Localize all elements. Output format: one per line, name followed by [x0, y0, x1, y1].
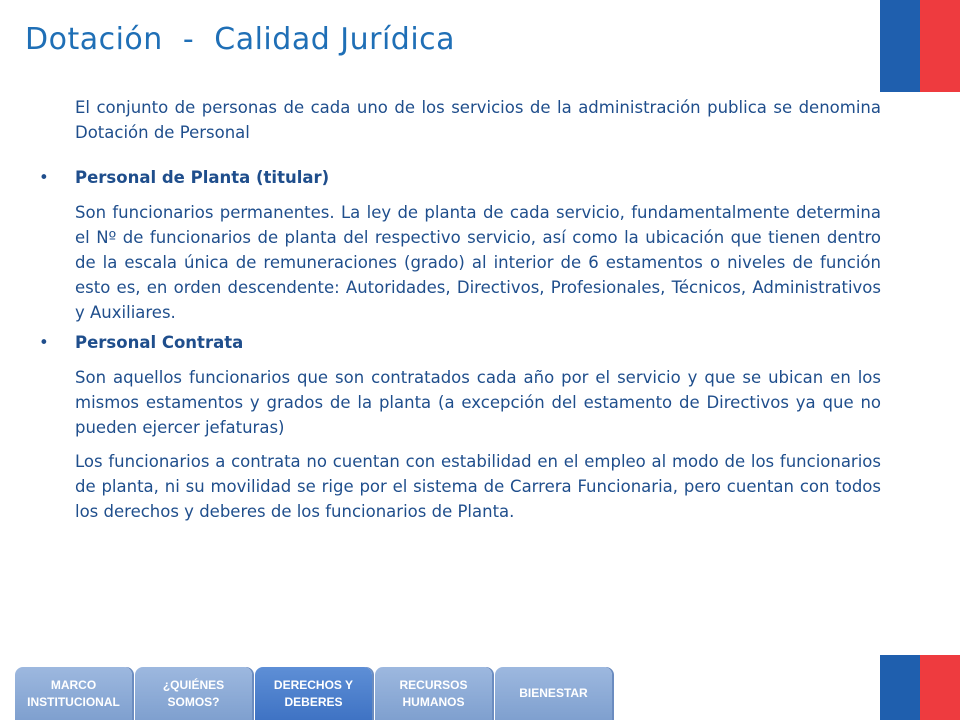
nav-tab-bienestar[interactable]: BIENESTAR: [495, 667, 612, 720]
flag-decoration-top: [880, 0, 960, 92]
flag-red-bar: [920, 655, 960, 720]
section-heading-label: Personal de Planta (titular): [75, 168, 330, 187]
bullet-icon: •: [39, 168, 49, 187]
nav-tab-quienes-somos[interactable]: ¿QUIÉNES SOMOS?: [135, 667, 252, 720]
bullet-icon: •: [39, 333, 49, 352]
flag-red-bar: [920, 0, 960, 92]
intro-paragraph: El conjunto de personas de cada uno de los servicios de la administración publica se denomina Dotación de Personal: [75, 98, 881, 142]
section-heading-label: Personal Contrata: [75, 333, 244, 352]
contrata-paragraph-1: Son aquellos funcionarios que son contratados cada año por el servicio y que se ubican en los mismos estamentos y grados de la planta (a excepción del estamento de Directivos ya que no pueden ejercer jefaturas): [75, 368, 881, 437]
planta-paragraph: Son funcionarios permanentes. La ley de planta de cada servicio, fundamentalmente determina el Nº de funcionarios de planta del respectivo servicio, así como la ubicación que tienen dentro de la escala única de remuneraciones (grado) al interior de 6 estamentos o niveles de función esto es, en orden descendente: Autoridades, Directivos, Profesionales, Técnicos, Administrativos y Auxiliares.: [75, 203, 881, 322]
slide-content: [33, 95, 881, 524]
nav-tab-recursos-humanos[interactable]: RECURSOS HUMANOS: [375, 667, 492, 720]
nav-tab-marco-institucional[interactable]: MARCO INSTITUCIONAL: [15, 667, 132, 720]
flag-blue-bar: [880, 0, 920, 92]
flag-blue-bar: [880, 655, 920, 720]
contrata-paragraph-2: Los funcionarios a contrata no cuentan con estabilidad en el empleo al modo de los funcionarios de planta, ni su movilidad se rige por el sistema de Carrera Funcionaria, pero cuentan con todos los derechos y deberes de los funcionarios de Planta.: [75, 452, 881, 521]
flag-decoration-bottom: [880, 655, 960, 720]
nav-tab-derechos-deberes[interactable]: DERECHOS Y DEBERES: [255, 667, 372, 720]
page-title: Dotación - Calidad Jurídica: [25, 22, 456, 57]
bottom-nav: [15, 667, 612, 720]
section-heading-planta: [39, 165, 881, 190]
section-heading-contrata: [39, 330, 881, 355]
